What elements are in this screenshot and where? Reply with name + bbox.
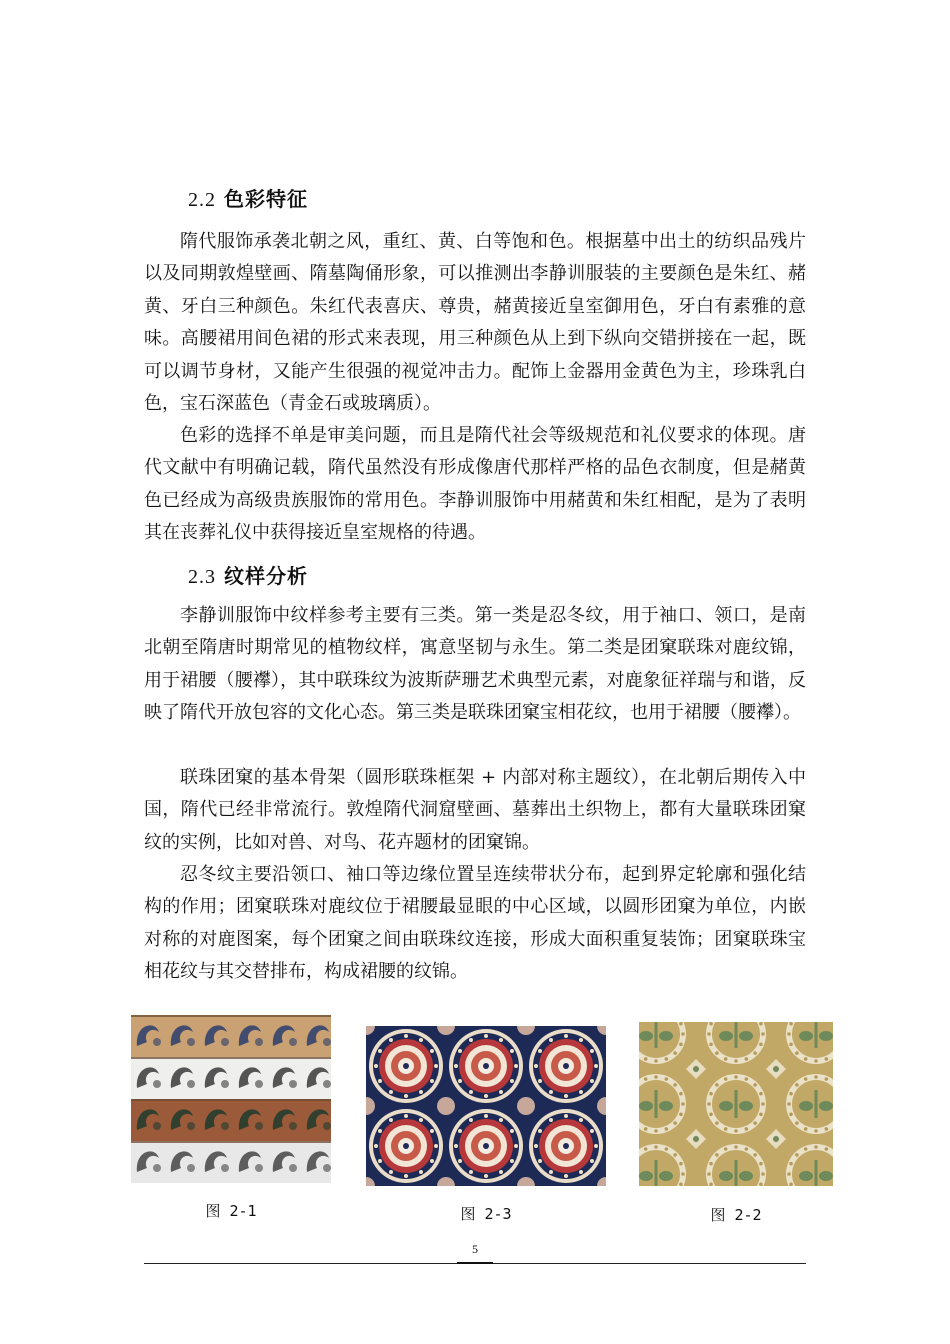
section-number: 2.3 <box>188 566 216 588</box>
page-number: 5 <box>472 1242 478 1256</box>
figure-honeysuckle-pattern <box>131 1015 331 1183</box>
figure-caption: 图 2-1 <box>205 1202 257 1220</box>
honeysuckle-pattern-image <box>131 1015 331 1183</box>
figure-caption: 图 2-3 <box>460 1205 512 1223</box>
figure-roundel-flower-pattern <box>366 1026 606 1186</box>
figure-roundel-deer-pattern <box>639 1022 833 1186</box>
roundel-deer-pattern-image <box>639 1022 833 1186</box>
paragraph: 忍冬纹主要沿领口、袖口等边缘位置呈连续带状分布，起到界定轮廓和强化结构的作用；团窠联珠对鹿纹位于裙腰最显眼的中心区域，以圆形团窠为单位，内嵌对称的对鹿图案，每个团窠之间由联珠纹连接，形成大面积重复装饰；团窠联珠宝相花纹与其交替排布，构成裙腰的纹锦。 <box>144 864 806 983</box>
section-heading-2-3 <box>188 560 308 589</box>
paragraph: 色彩的选择不单是审美问题，而且是隋代社会等级规范和礼仪要求的体现。唐代文献中有明确记载，隋代虽然没有形成像唐代那样严格的品色衣制度，但是赭黄色已经成为高级贵族服饰的常用色。李静训服饰中用赭黄和朱红相配，是为了表明其在丧葬礼仪中获得接近皇室规格的待遇。 <box>144 425 806 544</box>
paragraph: 联珠团窠的基本骨架（圆形联珠框架 + 内部对称主题纹），在北朝后期传入中国，隋代已经非常流行。敦煌隋代洞窟壁画、墓葬出土织物上，都有大量联珠团窠纹的实例，比如对兽、对鸟、花卉题材的团窠锦。 <box>144 767 806 853</box>
section-heading-2-2 <box>188 183 308 212</box>
section-number: 2.2 <box>188 189 216 211</box>
section-title: 色彩特征 <box>224 187 308 211</box>
section-title: 纹样分析 <box>224 564 308 588</box>
figure-caption: 图 2-2 <box>710 1206 762 1224</box>
paragraph: 李静训服饰中纹样参考主要有三类。第一类是忍冬纹，用于袖口、领口，是南北朝至隋唐时期常见的植物纹样，寓意坚韧与永生。第二类是团窠联珠对鹿纹锦，用于裙腰（腰襻），其中联珠纹为波斯萨珊艺术典型元素，对鹿象征祥瑞与和谐，反映了隋代开放包容的文化心态。第三类是联珠团窠宝相花纹，也用于裙腰（腰襻）。 <box>144 605 806 724</box>
paragraph: 隋代服饰承袭北朝之风，重红、黄、白等饱和色。根据墓中出土的纺织品残片以及同期敦煌壁画、隋墓陶俑形象，可以推测出李静训服装的主要颜色是朱红、赭黄、牙白三种颜色。朱红代表喜庆、尊贵，赭黄接近皇室御用色，牙白有素雅的意味。高腰裙用间色裙的形式来表现，用三种颜色从上到下纵向交错拼接在一起，既可以调节身材，又能产生很强的视觉冲击力。配饰上金器用金黄色为主，珍珠乳白色，宝石深蓝色（青金石或玻璃质）。 <box>144 231 806 415</box>
roundel-flower-pattern-image <box>366 1026 606 1186</box>
footer-rule-accent <box>457 1262 493 1264</box>
